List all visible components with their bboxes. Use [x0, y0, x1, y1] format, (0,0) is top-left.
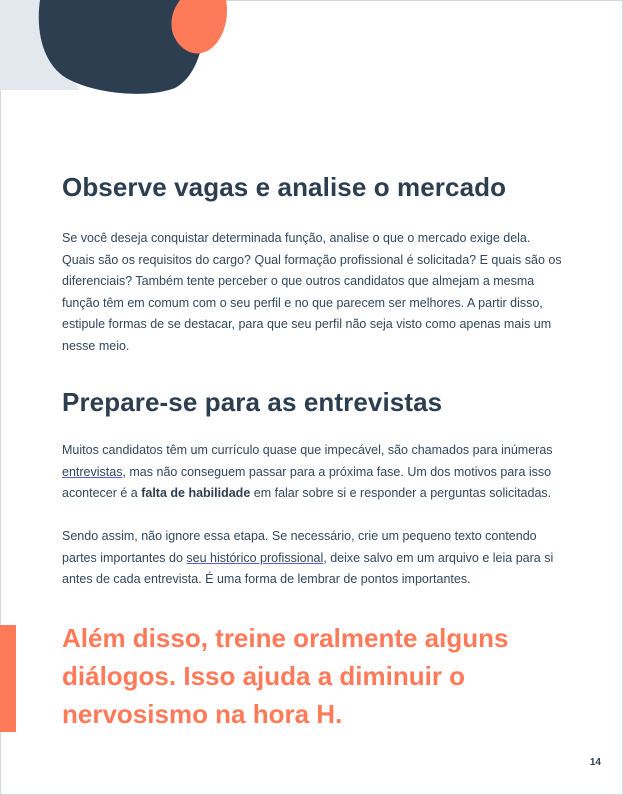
section-heading-entrevistas: Prepare-se para as entrevistas	[62, 387, 443, 417]
quote-accent-bar	[0, 625, 16, 732]
text-span: em falar sobre si e responder a perguntas solicitadas.	[250, 486, 552, 500]
text-span: , mas não conseguem passar para a próxima fase. Um dos motivos para isso acontecer é a	[62, 464, 552, 500]
text-span: Muitos candidatos têm um currículo quase que impecável, são chamados para inúmeras	[62, 443, 553, 457]
link-historico-profissional[interactable]: seu histórico profissional	[186, 550, 324, 565]
page-number: 14	[589, 757, 601, 768]
link-entrevistas[interactable]: entrevistas	[62, 464, 123, 479]
paragraph-entrevistas-2	[62, 526, 562, 591]
section-heading-mercado: Observe vagas e analise o mercado	[62, 172, 507, 202]
text-span: , deixe salvo em um arquivo e leia para si antes de cada entrevista. É uma forma de lembrar de pontos importantes.	[62, 550, 554, 586]
pull-quote: Além disso, treine oralmente alguns diálogos. Isso ajuda a diminuir o nervosismo na hora H.	[62, 623, 509, 729]
bold-falta-de-habilidade: falta de habilidade	[141, 486, 251, 500]
paragraph-mercado: Se você deseja conquistar determinada função, analise o que o mercado exige dela. Quais são os requisitos do cargo? Qual formação profissional é solicitada? E quais são os diferenciais? Também tente perceber o que outros candidatos que almejam a mesma função têm em comum com o seu perfil e no que parecem ser melhores. A partir disso, estipule formas de se destacar, para que seu perfil não seja visto como apenas mais um nesse meio.	[62, 231, 562, 353]
text-span: Sendo assim, não ignore essa etapa. Se necessário, crie um pequeno texto contendo partes importantes do	[62, 529, 537, 565]
paragraph-entrevistas-1	[62, 440, 562, 505]
decorative-blobs	[0, 0, 240, 100]
